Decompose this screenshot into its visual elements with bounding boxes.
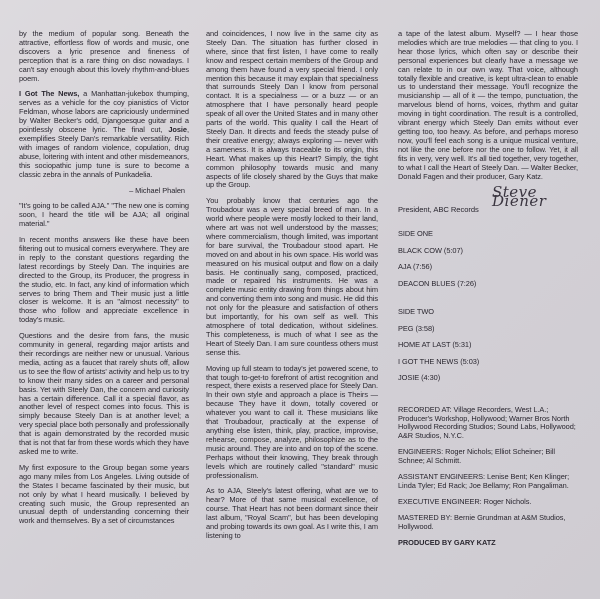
paragraph: My first exposure to the Group began some years ago many miles from Los Angeles. Living outside of the States I became fascinated by their music, but not only by what I heard musically. I believed by creating such music, the Group represented an unusual depth of understanding concerning their work and themselves. By a set of circumstances [19,462,189,526]
track: HOME AT LAST (5:31) [398,340,472,350]
credit-producer: PRODUCED BY GARY KATZ [398,537,496,547]
column-left [19,30,189,533]
track: BLACK COW (5:07) [398,245,463,255]
paragraph: Questions and the desire from fans, the music community in general, regarding major artists and their recordings are neither new or unusual. Various media, acting as a faucet that rarely shuts off, allow us to see the flow of artists' activity and help us to try to know their many sides on a career and personal basis. Yet with Steely Dan, the concern and curiosity has a certain difference. Call it a special flavor, as another level of respect comes into focus. This is simply because Steely Dan is at another level; a very special place both personally and professionally that is again demonstrated by the recorded music that is not that far from these words which they have asked me to write. [19,331,189,456]
signature: Steve Diener [492,183,547,211]
signature-title: President, ABC Records [398,205,479,215]
song-title-emphasis: Josie [168,125,187,135]
credit-mastered: MASTERED BY: Bernie Grundman at A&M Studios, Hollywood. [398,512,566,531]
credit-executive-engineer: EXECUTIVE ENGINEER: Roger Nichols. [398,496,532,506]
credit-engineers: ENGINEERS: Roger Nichols; Elliot Scheiner; Bill Schnee; Al Schmitt. [398,447,556,466]
side-heading: SIDE ONE [398,229,433,239]
paragraph: by the medium of popular song. Beneath the attractive, effortless flow of words and music, one discovers a lyric presence and fineness of perception that is a rare thing on disc nowadays. I can't say enough about this lovely rhythm-and-blues poem. [19,29,189,83]
track: JOSIE (4:30) [398,373,441,383]
side-heading: SIDE TWO [398,307,435,317]
credit-recorded: RECORDED AT: Village Recorders, West L.A.; Producer's Workshop, Hollywood; Warner Bros North Hollywood Recording Studios; Sound Labs, Hollywood; A&R Studios, N.Y.C. [398,404,576,441]
paragraph: and coincidences, I now live in the same city as Steely Dan. The situation has further closed in where, since that first listen, I have come to really know and respect certain members of the Group and among them have found a very special friend. I only mention this because it may explain that specialness that surrounds Steely Dan I know from personal contact. It is a specialness — or a buzz — or an atmosphere that I have personally heard people speak of all over the United States and in many other parts of the world. This quality I call the Heart of Steely Dan. It directs and feeds the steady pulse of their creative energy; always exploring — never with a sameness. It is always traceable to its origin, this Heart. What makes up this Heart? Simply, the tight common philosophy towards music and many aspects of life closely shared by the Guys that make up the Group. [206,29,378,190]
track: I GOT THE NEWS (5:03) [398,356,480,366]
paragraph-text: a Manhattan-jukebox thumping, serves as a vehicle for the coy pianistics of Victor Feldman, whose labors are capriciously undermined by Walter Becker's odd, Djangoesque guitar and a pointlessly obscene lyric. The final cut, [19,89,189,135]
paragraph: Moving up full steam to today's jet powered scene, to that tough to-get-to forefront of artist recognition and respect, there exists a reserved place for Steely Dan. In their own style and approach a place is Theirs — because They have it down, totally covered or whatever you want to call it. These musicians like that Troubadour, practically at the expense of anything else listen, think, play, practice, improvise, rehearse, compose, analyze, philosophize as to the music around. They are into and on top of the scene. Perhaps without their knowing, They break through levels which are routinely called "standard" music professionalism. [206,363,378,480]
column-middle [206,30,378,548]
paragraph: In recent months answers like these have been filtering out to musical corners everywhere. They are in reply to the constant questions regarding the latest recordings by Steely Dan. The inquiries are directed to the Group, its Producer, the progress in the studio, etc. In fact, any kind of information which serves to bring Them and Their music just a little closer is welcome. It is an "almost necessity" to those who follow and appreciate excellence in today's music. [19,235,189,325]
paragraph: a tape of the latest album. Myself? — I hear those melodies which are true melodies — that cling to you. I hear those lyrics, which often say or describe their personal experiences but clearly have a message we can relate to in our own way. That voice, although totally flexible and creative, is kept ultra-clean to enable us to understand their message. You'll recognize the musicianship — all of it — the tempo, punctuation, the marvelous blend of horns, voices, rhythm and guitar moving in tight coordination. The result is a controlled, vibrant energy which Steely Dan emits without ever getting too, too heavy. As before, and perhaps moreso now, you'll feel each song is a unique musical venture, not like the one before nor the one to follow. Yet, it all fits in very, very well. It's all tied together, very together, to what I call the Heart of Steely Dan. — Walter Becker, Donald Fagen and their producer, Gary Katz. [398,29,578,181]
track: PEG (3:58) [398,323,435,333]
credits [398,406,578,548]
attribution: – Michael Phalen [129,185,185,195]
track: AJA (7:56) [398,262,433,272]
paragraph-text: , exemplifies Steely Dan's remarkable versatility. Rich with images of random violence, copulation, drug abuse, loitering with intent and other misdemeanors, this sociopathic jump tune is sure to become a classic zebra in the annals of Punkadelia. [19,125,189,179]
side-one-tracklist [398,229,578,288]
paragraph: "It's going to be called AJA." "The new one is coming soon, I heard the title will be AJA; all original material." [19,201,189,229]
credit-assistant-engineers: ASSISTANT ENGINEERS: Lenise Bent; Ken Klinger; Linda Tyler; Ed Rack; Joe Bellamy; Ron Pangaliman. [398,472,570,490]
track: DEACON BLUES (7:26) [398,278,477,288]
paragraph: You probably know that centuries ago the Troubadour was a very special breed of man. In a world where people were mostly locked to their land, where art was not well understood by the masses; where commercialism, though limited, was important for bare survival, the Troubadour stood apart. He moved on and about in his own space. His world was measured on his musical output and flow on a daily basis. He continually sang, composed, practiced, made or repaired his instruments. He was a complete music entity drawing from things about him and converting them into song and music. He did this not only for the pleasure and satisfaction of others but importantly, for his own self as well. This atmosphere of total dedication, without sidelines. This completeness, is much of what I see as the Heart of Steely Dan. I am sure countless others must sense this. [206,196,378,357]
column-right [398,30,578,555]
side-two-tracklist [398,307,578,383]
song-title-emphasis: I Got The News, [19,89,84,99]
paragraph: As to AJA, Steely's latest offering, what are we to hear? More of that same musical excellence, of course. That Heart has not been dormant since their last album, "Royal Scam", but has been developing and probing towards its own goal. As I write this, I am listening to [206,486,378,540]
paragraph [19,90,189,179]
